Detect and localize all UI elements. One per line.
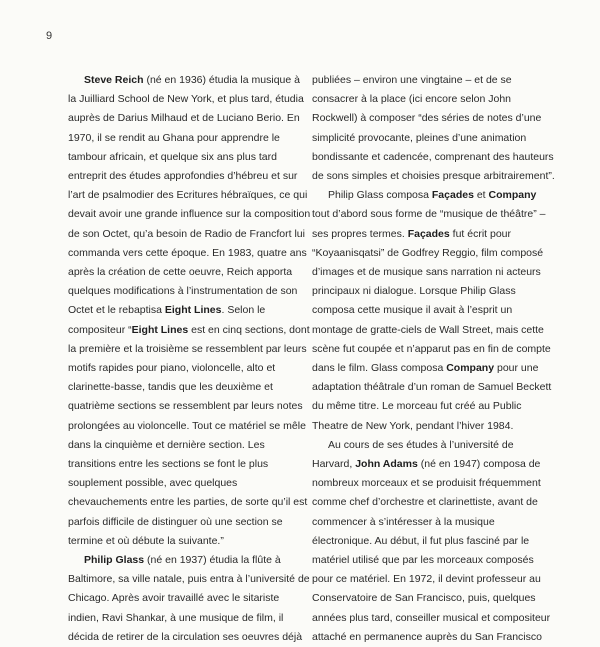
text-run: l’art de psalmodier des Ecritures hébraïques, ce qui: [68, 189, 308, 202]
text-run: scène fut coupée et n’apparut pas en fin de compte: [312, 342, 551, 355]
text-run: termine et où débute la suivante.”: [68, 534, 224, 547]
text-run: quelques modifications à l’instrumentation de son: [68, 285, 298, 298]
text-run: Harvard,: [312, 458, 356, 471]
left-column-line: [68, 244, 307, 263]
right-column-line: [312, 282, 558, 301]
text-run: prolongées au violoncelle. Tout ce matériel se mêle: [68, 419, 306, 432]
right-column-line: [312, 225, 558, 244]
right-column-line: [312, 244, 558, 263]
page-number: 9: [46, 30, 53, 42]
text-run: composa cette musique il avait à l’esprit un: [312, 304, 513, 317]
text-run: est en cinq sections, dont: [188, 323, 310, 336]
text-run: de son Octet, qu’a besoin de Radio de Francfort lui: [68, 227, 305, 240]
text-run: Chicago. Après avoir travaillé avec le sitariste: [68, 592, 280, 605]
text-run: chevauchements entre les parties, de sorte qu’il est: [68, 496, 308, 509]
right-column-line: [312, 186, 558, 205]
left-column-line: [68, 532, 290, 551]
text-run: électronique. Au début, il fut plus fasciné par le: [312, 534, 530, 547]
text-run: . Selon le: [221, 304, 266, 317]
text-run: (né en 1947) composa de: [417, 458, 541, 471]
text-run: clarinette-basse, tandis que les deuxième et: [68, 381, 273, 394]
right-column-line: [312, 263, 558, 282]
text-run: commencer à s’intéresser à la musique: [312, 515, 495, 528]
right-column-line: [312, 589, 558, 608]
text-run: Octet et le rebaptisa: [68, 304, 165, 317]
right-column-line: [312, 455, 558, 474]
text-run: pour une: [494, 362, 539, 375]
bold-term: Steve Reich: [84, 74, 144, 86]
left-column-line: [68, 225, 305, 244]
left-column-line: [68, 340, 307, 359]
text-run: Rockwell) à composer “des séries de notes d’une: [312, 112, 542, 125]
left-column-line: [68, 455, 290, 474]
left-column-line: [68, 148, 290, 167]
text-run: adaptation théâtrale d’un roman de Samuel Beckett: [312, 381, 552, 394]
bold-term: Eight Lines: [164, 304, 222, 317]
bold-term: Company: [488, 189, 537, 202]
text-run: (né en 1937) étudia la flûte à: [144, 554, 281, 567]
left-column-line: [68, 397, 303, 416]
text-run: devait avoir une grande influence sur la composition: [68, 208, 311, 221]
text-run: ses propres termes.: [312, 227, 408, 240]
left-column-line: [68, 263, 293, 282]
right-column-line: [312, 436, 558, 455]
text-run: Philip Glass composa: [328, 189, 432, 202]
text-run: la première et la troisième se ressemblent par leurs: [68, 342, 307, 355]
text-run: publiées – environ une vingtaine – et de se: [312, 74, 512, 86]
text-run: et: [473, 189, 489, 202]
text-run: années plus tard, conseiller musical et compositeur: [312, 611, 551, 624]
text-run: matériel utilisé que par les morceaux composés: [312, 554, 534, 567]
text-run: montage de gratte-ciels de Wall Street, mais cette: [312, 323, 544, 336]
right-column-line: [312, 109, 558, 128]
text-run: quatrième sections se ressemblent par leurs notes: [68, 400, 303, 413]
left-column-line: [68, 301, 290, 320]
text-run: souplement possible, avec quelques: [68, 477, 238, 490]
text-run: entreprit des études approfondies d’hébreu et sur: [68, 170, 298, 183]
left-column-line: [68, 186, 308, 205]
text-run: d’images et de musique sans narration ni acteurs: [312, 266, 541, 279]
right-column-line: [312, 532, 558, 551]
text-run: Baltimore, sa ville natale, puis entra à l’université de: [68, 573, 310, 586]
right-column-line: [312, 397, 558, 416]
right-column-line: [312, 628, 558, 647]
text-run: tambour africain, et quelque six ans plus tard: [68, 150, 277, 163]
left-column-line: [68, 109, 300, 128]
left-column-line: [68, 71, 300, 90]
right-column-line: [312, 513, 558, 532]
text-run: 1970, il se rendit au Ghana pour apprendre le: [68, 131, 280, 144]
right-column-line: [312, 321, 558, 340]
right-column-line: [312, 148, 558, 167]
right-text-column: [312, 71, 558, 647]
bold-term: Façades: [431, 189, 474, 202]
bold-term: Philip Glass: [84, 554, 145, 567]
text-run: simplicité provocante, pleines d’une animation: [312, 131, 527, 144]
text-run: pour ce matériel. En 1972, il devint professeur au: [312, 573, 541, 586]
text-run: parfois difficile de distinguer où une section se: [68, 515, 283, 528]
text-run: attaché en permanence auprès du San Francisco: [312, 630, 542, 643]
left-column-line: [68, 570, 310, 589]
text-run: auprès de Darius Milhaud et de Luciano Berio. En: [68, 112, 300, 125]
text-run: comme chef d’orchestre et clarinettiste, avant de: [312, 496, 538, 509]
text-run: de sons simples et choisies presque arbitrairement”.: [312, 170, 555, 183]
left-column-line: [68, 321, 310, 340]
text-run: tout d’abord sous forme de “musique de théâtre” –: [312, 208, 546, 221]
bold-term: Eight Lines: [131, 323, 189, 336]
right-column-line: [312, 474, 558, 493]
text-run: la Juilliard School de New York, et plus tard, étudia: [68, 93, 304, 106]
right-column-line: [312, 301, 558, 320]
text-run: Theatre de New York, pendant l’hiver 1984.: [312, 419, 514, 432]
right-column-line: [312, 570, 558, 589]
right-column-line: [312, 205, 558, 224]
text-run: indien, Ravi Shankar, à une musique de film, il: [68, 611, 284, 624]
left-column-line: [68, 628, 303, 647]
left-column-line: [68, 359, 290, 378]
left-column-line: [68, 513, 290, 532]
left-column-line: [68, 129, 290, 148]
left-column-line: [68, 609, 290, 628]
left-column-line: [68, 436, 290, 455]
bold-term: Façades: [407, 227, 450, 240]
right-column-line: [312, 71, 558, 90]
right-column-line: [312, 378, 558, 397]
bold-term: John Adams: [355, 458, 418, 471]
left-column-line: [68, 378, 290, 397]
right-column-line: [312, 609, 558, 628]
left-column-line: [68, 551, 290, 570]
text-run: transitions entre les sections se font le plus: [68, 458, 269, 471]
text-run: nombreux morceaux et se produisit fréquemment: [312, 477, 541, 490]
left-column-line: [68, 282, 298, 301]
text-run: commanda vers cette époque. En 1983, quatre ans: [68, 246, 307, 259]
right-column-line: [312, 493, 558, 512]
text-run: fut écrit pour: [449, 227, 512, 240]
left-column-line: [68, 493, 308, 512]
text-run: dans le film. Glass composa: [312, 362, 447, 375]
right-column-line: [312, 359, 558, 378]
text-run: après la création de cette oeuvre, Reich apporta: [68, 266, 293, 279]
text-run: compositeur “: [68, 323, 132, 336]
left-column-line: [68, 589, 290, 608]
text-run: Conservatoire de San Francisco, puis, quelques: [312, 592, 536, 605]
text-run: motifs rapides pour piano, violoncelle, alto et: [68, 362, 276, 375]
text-run: principaux ni dialogue. Lorsque Philip Glass: [312, 285, 516, 298]
text-run: bondissante et cadencée, comprenant des hauteurs: [312, 150, 554, 163]
left-column-line: [68, 167, 298, 186]
left-column-line: [68, 90, 304, 109]
left-column-line: [68, 417, 306, 436]
text-run: Au cours de ses études à l’université de: [328, 438, 514, 451]
left-text-column: [68, 71, 311, 647]
text-run: (né en 1936) étudia la musique à: [143, 74, 300, 86]
text-run: décida de retirer de la circulation ses oeuvres déjà: [68, 630, 303, 643]
right-column-line: [312, 340, 558, 359]
right-column-line: [312, 129, 558, 148]
text-run: “Koyaanisqatsi” de Godfrey Reggio, film composé: [312, 246, 544, 259]
left-column-line: [68, 205, 311, 224]
right-column-line: [312, 417, 558, 436]
bold-term: Company: [446, 362, 495, 375]
left-column-line: [68, 474, 290, 493]
text-run: du même titre. Le morceau fut créé au Public: [312, 400, 522, 413]
right-column-line: [312, 90, 558, 109]
text-run: dans la cinquième et dernière section. Les: [68, 438, 265, 451]
right-column-line: [312, 551, 558, 570]
text-run: consacrer à la place (ici encore selon John: [312, 93, 512, 106]
right-column-line: [312, 167, 558, 186]
